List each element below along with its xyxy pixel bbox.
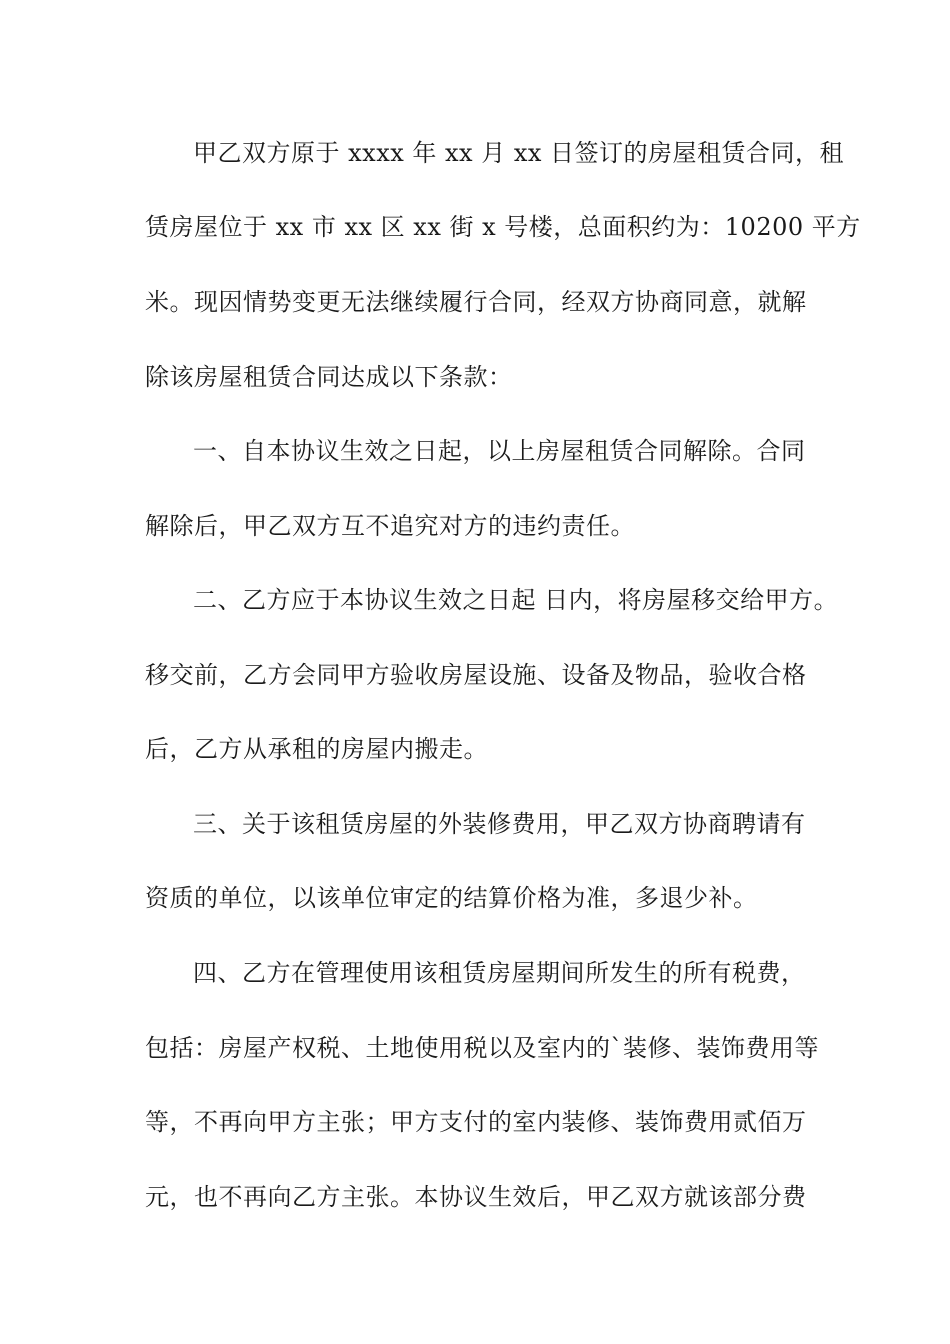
clause-4-line-2: 包括：房屋产权税、土地使用税以及室内的`装修、装饰费用等 bbox=[145, 1034, 819, 1062]
clause-4-line-3: 等，不再向甲方主张；甲方支付的室内装修、装饰费用贰佰万 bbox=[145, 1108, 807, 1136]
paragraph-1-line-3: 米。现因情势变更无法继续履行合同，经双方协商同意，就解 bbox=[145, 288, 807, 316]
clause-2-line-3: 后，乙方从承租的房屋内搬走。 bbox=[145, 735, 488, 763]
paragraph-1-line-4: 除该房屋租赁合同达成以下条款： bbox=[145, 363, 513, 391]
clause-1-line-1: 一、自本协议生效之日起，以上房屋租赁合同解除。合同 bbox=[193, 437, 806, 465]
clause-1-line-2: 解除后，甲乙双方互不追究对方的违约责任。 bbox=[145, 512, 635, 540]
clause-3-line-1: 三、关于该租赁房屋的外装修费用，甲乙双方协商聘请有 bbox=[193, 810, 806, 838]
clause-2-line-2: 移交前，乙方会同甲方验收房屋设施、设备及物品，验收合格 bbox=[145, 661, 807, 689]
clause-4-line-1: 四、乙方在管理使用该租赁房屋期间所发生的所有税费， bbox=[193, 959, 806, 987]
clause-4-line-4: 元，也不再向乙方主张。本协议生效后，甲乙双方就该部分费 bbox=[145, 1183, 807, 1211]
clause-3-line-2: 资质的单位，以该单位审定的结算价格为准，多退少补。 bbox=[145, 884, 758, 912]
paragraph-1-line-1: 甲乙双方原于 xxxx 年 xx 月 xx 日签订的房屋租赁合同，租 bbox=[193, 139, 845, 167]
clause-2-line-1: 二、乙方应于本协议生效之日起 日内，将房屋移交给甲方。 bbox=[193, 586, 839, 614]
paragraph-1-line-2: 赁房屋位于 xx 市 xx 区 xx 街 x 号楼，总面积约为：10200 平方 bbox=[145, 213, 861, 241]
